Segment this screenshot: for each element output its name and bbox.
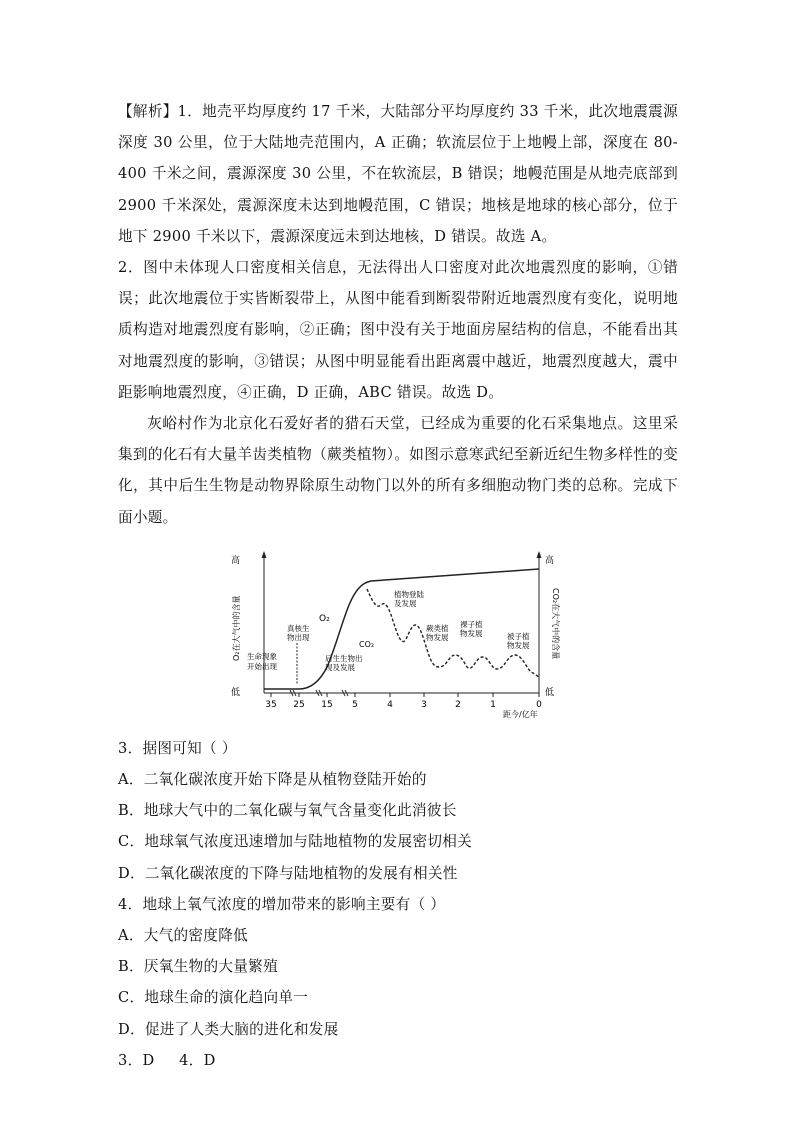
question-4-option-b: B．厌氧生物的大量繁殖 [118, 958, 278, 976]
x-tick-label: 15 [321, 699, 333, 710]
annotation-metazoa-2: 现及发展 [325, 662, 355, 672]
question-4-stem: 4．地球上氧气浓度的增加带来的影响主要有（ ） [118, 895, 446, 913]
y-high-left: 高 [231, 555, 241, 566]
annotation-plants-land-1: 植物登陆 [394, 589, 424, 599]
question-3 [118, 733, 678, 889]
material-intro: 灰峪村作为北京化石爱好者的猎石天堂，已经成为重要的化石采集地点。这里采集到的化石有大量羊齿类植物（蕨类植物）。如图示意寒武纪至新近纪生物多样性的变化，其中后生生物是动物界除原生动物门以外的所有多细胞动物门类的总称。完成下面小题。 [118, 415, 678, 526]
answers: 3．D 4．D [118, 1051, 216, 1069]
x-ticks [265, 693, 542, 710]
analysis-paragraph-1: 【解析】1．地壳平均厚度约 17 千米，大陆部分平均厚度约 33 千米，此次地震震源深度 30 公里，位于大陆地壳范围内，A 正确；软流层位于上地幔上部，深度在 80-400 千米之间，震源深度 30 公里，不在软流层，B 错误；地幔范围是从地壳底部到 2900 千米深处，震源深度未达到地幔范围，C 错误；地核是地球的核心部分，位于地下 2900 千米以下，震源深度远未到达地核，D 错误。故选 A。 [118, 103, 678, 245]
annotation-eukaryote-2: 物出现 [287, 632, 310, 642]
y-left-label: O₂在大气中的含量 [232, 595, 241, 661]
x-tick-label: 0 [536, 699, 542, 710]
question-3-stem: 3．据图可知（ ） [118, 739, 237, 757]
x-tick-label: 35 [265, 699, 277, 710]
annotation-life-appears-2: 开始出现 [247, 661, 277, 671]
y-low-right: 低 [545, 687, 555, 698]
left-axis-arrow-icon [262, 551, 267, 558]
question-3-option-c: C．地球氧气浓度迅速增加与陆地植物的发展密切相关 [118, 833, 473, 851]
question-3-option-d: D．二氧化碳浓度的下降与陆地植物的发展有相关性 [118, 864, 458, 882]
analysis-paragraph-2: 2．图中未体现人口密度相关信息，无法得出人口密度对此次地震烈度的影响，①错误；此次地震位于实皆断裂带上，从图中能看到断裂带附近地震烈度有变化，说明地质构造对地震烈度有影响，②正确；图中没有关于地面房屋结构的信息，不能看出其对地震烈度的影响，③错误；从图中明显能看出距离震中越近，地震烈度越大，震中距影响地震烈度，④正确，D 正确，ABC 错误。故选 D。 [118, 259, 678, 401]
x-tick-label: 4 [387, 699, 393, 710]
x-unit-label: 距今/亿年 [503, 709, 538, 719]
question-3-option-b: B．地球大气中的二氧化碳与氧气含量变化此消彼长 [118, 802, 457, 820]
y-high-right: 高 [545, 555, 555, 566]
o2-series-label: O₂ [319, 613, 330, 624]
document-page [118, 96, 678, 1076]
x-tick-label: 25 [293, 699, 305, 710]
biodiversity-chart [227, 543, 567, 719]
question-3-option-a: A．二氧化碳浓度开始下降是从植物登陆开始的 [118, 771, 427, 789]
question-4-option-a: A．大气的密度降低 [118, 927, 248, 945]
annotation-life-appears-1: 生命现象 [247, 651, 277, 661]
chart-svg [227, 543, 567, 719]
annotation-fern-2: 物发展 [426, 632, 449, 642]
x-tick-label: 2 [455, 699, 461, 710]
annotation-metazoa-1: 后生生物出 [325, 653, 363, 663]
annotation-gymnosperm-2: 物发展 [460, 628, 483, 638]
annotation-eukaryote-1: 真核生 [287, 623, 310, 633]
x-tick-label: 5 [352, 699, 358, 710]
annotation-fern-1: 蕨类植 [426, 623, 449, 633]
x-tick-label: 1 [490, 699, 496, 710]
y-low-left: 低 [231, 687, 241, 698]
annotation-angiosperm-2: 物发展 [507, 640, 530, 650]
right-axis-arrow-icon [537, 551, 542, 558]
question-4-option-c: C．地球生命的演化趋向单一 [118, 989, 309, 1007]
y-right-label: CO₂在大气中的含量 [551, 587, 560, 659]
question-4-option-d: D．促进了人类大脑的进化和发展 [118, 1020, 339, 1038]
annotation-plants-land-2: 及发展 [394, 598, 417, 608]
annotation-gymnosperm-1: 裸子植 [460, 619, 483, 629]
annotation-angiosperm-1: 被子植 [507, 631, 530, 641]
co2-series-label: CO₂ [359, 639, 375, 649]
chart-annotations [247, 589, 530, 686]
question-4 [118, 889, 678, 1045]
x-tick-label: 3 [421, 699, 427, 710]
